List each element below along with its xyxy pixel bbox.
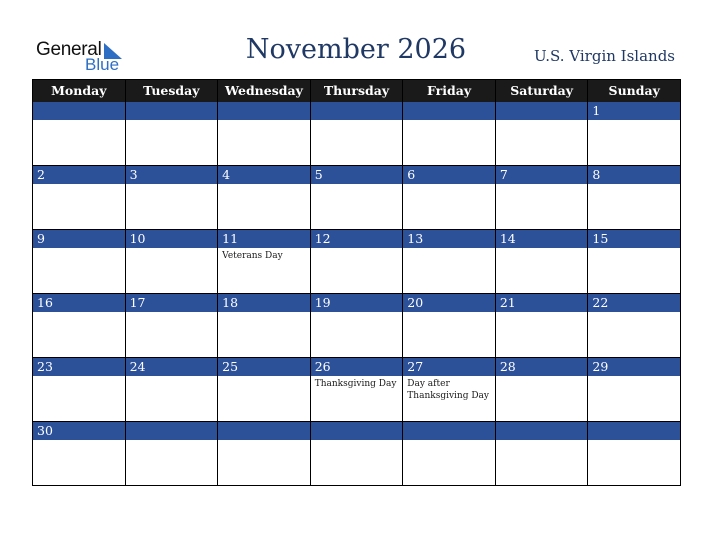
day-events: Veterans Day [218,248,311,294]
day-number: 17 [126,294,219,312]
day-events [311,312,404,358]
day-events [33,312,126,358]
day-events [496,376,589,422]
day-events [311,248,404,294]
day-events [311,440,404,486]
day-number: 28 [496,358,589,376]
day-number [403,102,496,120]
day-number: 14 [496,230,589,248]
day-number [588,422,681,440]
day-events [126,440,219,486]
weekday-saturday: Saturday [496,80,589,102]
weekday-monday: Monday [33,80,126,102]
day-number: 7 [496,166,589,184]
day-events [33,376,126,422]
weekday-friday: Friday [403,80,496,102]
day-number: 15 [588,230,681,248]
weekday-header [33,80,681,102]
week-body [33,184,681,230]
day-number: 23 [33,358,126,376]
weekday-sunday: Sunday [588,80,681,102]
day-number: 9 [33,230,126,248]
day-number [496,102,589,120]
week-body [33,440,681,486]
day-number [126,102,219,120]
day-number: 19 [311,294,404,312]
day-events [311,184,404,230]
week-body [33,376,681,422]
week-body [33,120,681,166]
day-number: 26 [311,358,404,376]
logo-general-text: General [36,39,102,60]
day-events [218,120,311,166]
day-events [126,312,219,358]
day-events [496,312,589,358]
day-number: 3 [126,166,219,184]
day-events [403,120,496,166]
day-events [218,184,311,230]
weekday-tuesday: Tuesday [126,80,219,102]
day-events [218,376,311,422]
day-number [218,422,311,440]
day-events [496,440,589,486]
day-events [496,248,589,294]
day-events [588,184,681,230]
day-events [126,248,219,294]
week-date-bar [33,294,681,312]
day-events [403,440,496,486]
calendar-title: November 2026 [245,34,467,65]
day-events [588,376,681,422]
day-number: 22 [588,294,681,312]
day-events [311,120,404,166]
weekday-thursday: Thursday [311,80,404,102]
day-number [33,102,126,120]
day-number: 4 [218,166,311,184]
day-number: 6 [403,166,496,184]
week-date-bar [33,102,681,120]
day-number: 11 [218,230,311,248]
day-number [218,102,311,120]
day-events [33,248,126,294]
logo-blue-text: Blue [85,55,120,74]
weeks-container [33,102,681,486]
day-number: 24 [126,358,219,376]
day-events [496,184,589,230]
week-date-bar [33,166,681,184]
day-number: 30 [33,422,126,440]
day-events [126,184,219,230]
day-number [496,422,589,440]
week-date-bar [33,422,681,440]
day-events [588,248,681,294]
day-events [403,248,496,294]
day-events [588,312,681,358]
day-events [403,312,496,358]
day-number: 13 [403,230,496,248]
week-date-bar [33,230,681,248]
day-number: 18 [218,294,311,312]
day-number: 5 [311,166,404,184]
day-events [33,440,126,486]
day-number: 20 [403,294,496,312]
day-number: 25 [218,358,311,376]
week-body [33,248,681,294]
day-number: 12 [311,230,404,248]
day-events [33,120,126,166]
day-number [311,422,404,440]
day-events [588,440,681,486]
region-label: U.S. Virgin Islands [534,47,675,65]
day-number: 2 [33,166,126,184]
day-number: 1 [588,102,681,120]
day-number: 8 [588,166,681,184]
day-events [218,440,311,486]
day-events [496,120,589,166]
day-events [126,120,219,166]
day-events [218,312,311,358]
week-body [33,312,681,358]
calendar-grid [32,79,681,486]
day-events [33,184,126,230]
day-number: 10 [126,230,219,248]
day-events [588,120,681,166]
day-number: 16 [33,294,126,312]
week-date-bar [33,358,681,376]
day-events: Thanksgiving Day [311,376,404,422]
day-number: 27 [403,358,496,376]
day-events [126,376,219,422]
day-number: 21 [496,294,589,312]
day-number [403,422,496,440]
weekday-wednesday: Wednesday [218,80,311,102]
day-events [403,184,496,230]
day-events: Day after Thanksgiving Day [403,376,496,422]
day-number [311,102,404,120]
day-number: 29 [588,358,681,376]
day-number [126,422,219,440]
